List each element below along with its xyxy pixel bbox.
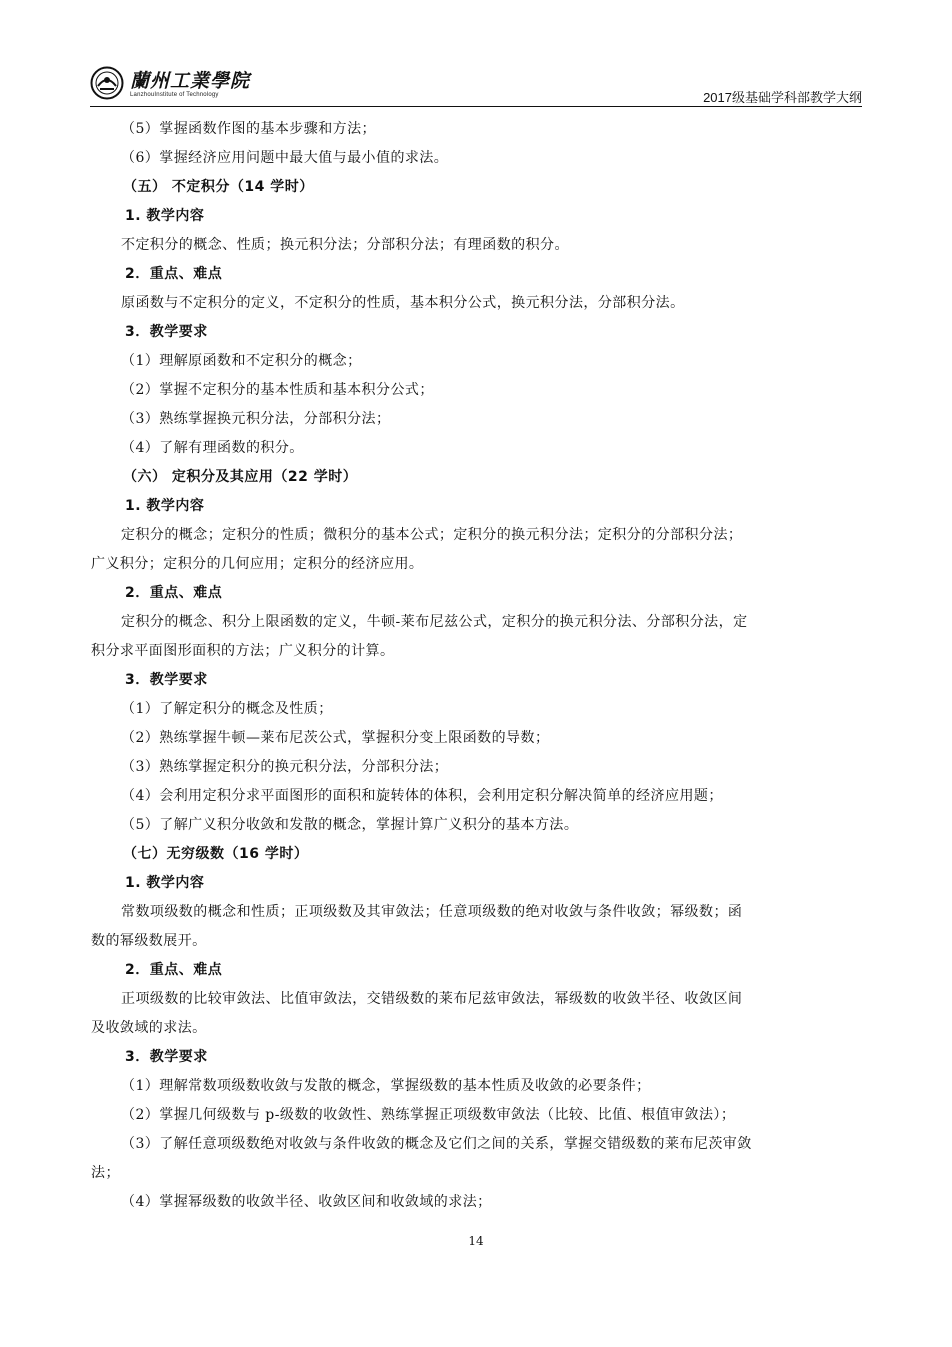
subsection-heading: 1. 教学内容 [125, 208, 205, 224]
section-heading: （七）无穷级数（16 学时） [123, 846, 309, 862]
body-line: 定积分的概念；定积分的性质；微积分的基本公式；定积分的换元积分法；定积分的分部积分法； [121, 527, 743, 543]
body-line: （1）理解原函数和不定积分的概念； [121, 353, 362, 369]
body-line: 数的幂级数展开。 [91, 933, 207, 949]
body-line: 不定积分的概念、性质；换元积分法；分部积分法；有理函数的积分。 [121, 237, 569, 253]
page-body [91, 115, 851, 1217]
body-line: （4）会利用定积分求平面图形的面积和旋转体的体积，会利用定积分解决简单的经济应用题； [121, 788, 723, 804]
body-line: 定积分的概念、积分上限函数的定义，牛顿-莱布尼兹公式，定积分的换元积分法、分部积分法，定 [121, 614, 748, 630]
body-line: （3）了解任意项级数绝对收敛与条件收敛的概念及它们之间的关系，掌握交错级数的莱布尼茨审敛 [121, 1136, 752, 1152]
subsection-heading: 1. 教学内容 [125, 875, 205, 891]
institution-logo [90, 66, 250, 104]
body-line: （5）了解广义积分收敛和发散的概念，掌握计算广义积分的基本方法。 [121, 817, 579, 833]
body-line: （1）了解定积分的概念及性质； [121, 701, 333, 717]
logo-name: 蘭州工業學院 [130, 70, 251, 92]
body-line: （2）掌握不定积分的基本性质和基本积分公式； [121, 382, 434, 398]
body-line: 法； [91, 1165, 120, 1181]
body-line: （4）掌握幂级数的收敛半径、收敛区间和收敛域的求法； [121, 1194, 492, 1210]
body-line: （5）掌握函数作图的基本步骤和方法； [121, 121, 377, 137]
body-line: （1）理解常数项级数收敛与发散的概念，掌握级数的基本性质及收敛的必要条件； [121, 1078, 651, 1094]
emblem-icon [90, 66, 124, 100]
document-title: 2017级基础学科部教学大纲 [703, 90, 862, 105]
subsection-heading: 3．教学要求 [125, 672, 208, 688]
body-line: 广义积分；定积分的几何应用；定积分的经济应用。 [91, 556, 424, 572]
subsection-heading: 2．重点、难点 [125, 962, 223, 978]
section-heading: （六） 定积分及其应用（22 学时） [123, 469, 358, 485]
body-line: （3）熟练掌握定积分的换元积分法，分部积分法； [121, 759, 449, 775]
page-header [90, 60, 862, 108]
subsection-heading: 1. 教学内容 [125, 498, 205, 514]
body-line: （2）掌握几何级数与 p-级数的收敛性、熟练掌握正项级数审敛法（比较、比值、根值审敛法）； [121, 1107, 736, 1123]
subsection-heading: 3．教学要求 [125, 324, 208, 340]
body-line: 及收敛域的求法。 [91, 1020, 207, 1036]
subsection-heading: 2．重点、难点 [125, 585, 223, 601]
page-number: 14 [468, 1234, 484, 1248]
header-divider [90, 106, 862, 107]
body-line: 原函数与不定积分的定义，不定积分的性质，基本积分公式，换元积分法，分部积分法。 [121, 295, 685, 311]
section-heading: （五） 不定积分（14 学时） [123, 179, 314, 195]
body-line: 常数项级数的概念和性质；正项级数及其审敛法；任意项级数的绝对收敛与条件收敛；幂级数；函 [121, 904, 743, 920]
subsection-heading: 3．教学要求 [125, 1049, 208, 1065]
body-line: （6）掌握经济应用问题中最大值与最小值的求法。 [121, 150, 449, 166]
body-line: （2）熟练掌握牛顿—莱布尼茨公式，掌握积分变上限函数的导数； [121, 730, 550, 746]
body-line: （4）了解有理函数的积分。 [121, 440, 304, 456]
subsection-heading: 2．重点、难点 [125, 266, 223, 282]
logo-subtitle: LanzhouInstitute of Technology [130, 92, 219, 98]
body-line: 正项级数的比较审敛法、比值审敛法，交错级数的莱布尼兹审敛法，幂级数的收敛半径、收敛区间 [121, 991, 743, 1007]
body-line: 积分求平面图形面积的方法；广义积分的计算。 [91, 643, 395, 659]
body-line: （3）熟练掌握换元积分法，分部积分法； [121, 411, 391, 427]
